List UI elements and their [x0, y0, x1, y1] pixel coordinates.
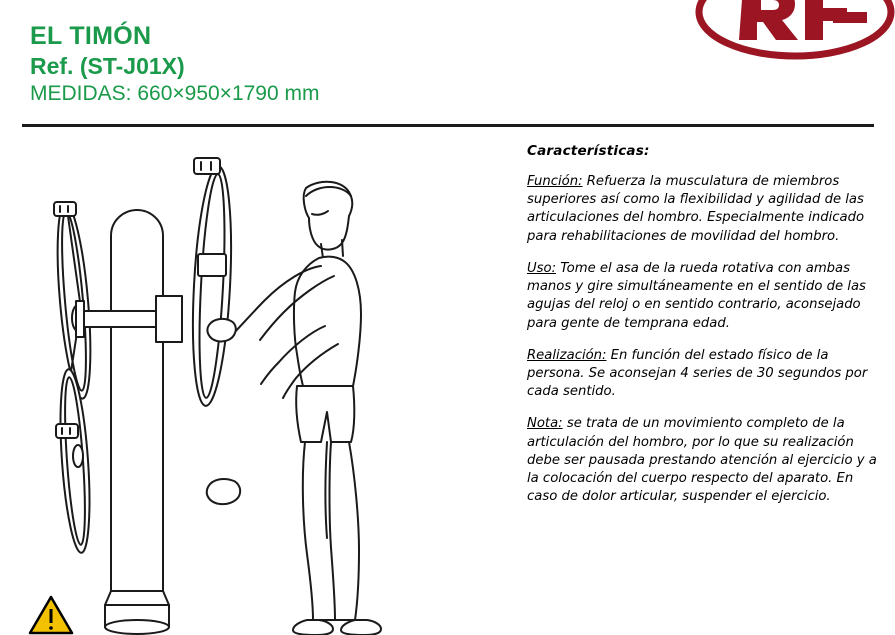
warning-triangle-icon [28, 595, 74, 635]
page-header [0, 0, 895, 120]
section-uso [527, 260, 877, 333]
characteristics-panel [527, 143, 877, 521]
section-nota-text: se trata de un movimiento completo de la articulación del hombro, por lo que su realización debe ser pausada prestando atención al ejercicio y a la colocación del cuerpo respecto del aparato. En caso de dolor articular, suspender el ejercicio. [527, 416, 877, 505]
characteristics-heading: Características: [527, 143, 650, 159]
section-realizacion-label: Realización: [527, 347, 607, 363]
title-block [30, 20, 320, 108]
page-title: EL TIMÓN [30, 22, 152, 50]
rf-brand-logo [665, 0, 895, 74]
product-reference: Ref. (ST-J01X) [30, 53, 185, 79]
header-divider [22, 124, 874, 127]
section-uso-label: Uso: [527, 260, 557, 276]
product-measures: MEDIDAS: 660×950×1790 mm [30, 82, 320, 106]
section-funcion-text: Refuerza la musculatura de miembros superiores así como la flexibilidad y agilidad de las articulaciones del hombro. Especialmente indicado para rehabilitaciones de movilidad del hombro. [527, 174, 865, 244]
section-funcion [527, 173, 877, 246]
el-timon-equipment-drawing [16, 136, 506, 635]
section-funcion-label: Función: [527, 174, 583, 189]
section-realizacion [527, 347, 877, 402]
section-nota [527, 415, 877, 506]
section-uso-text: Tome el asa de la rueda rotativa con ambas manos y gire simultáneamente en el sentido de las agujas del reloj o en sentido contrario, aconsejado para gente de temprana edad. [527, 260, 866, 331]
section-nota-label: Nota: [527, 416, 563, 432]
section-realizacion-text: En función del estado físico de la persona. Se aconsejan 4 series de 30 segundos por cada sentido. [527, 347, 868, 400]
